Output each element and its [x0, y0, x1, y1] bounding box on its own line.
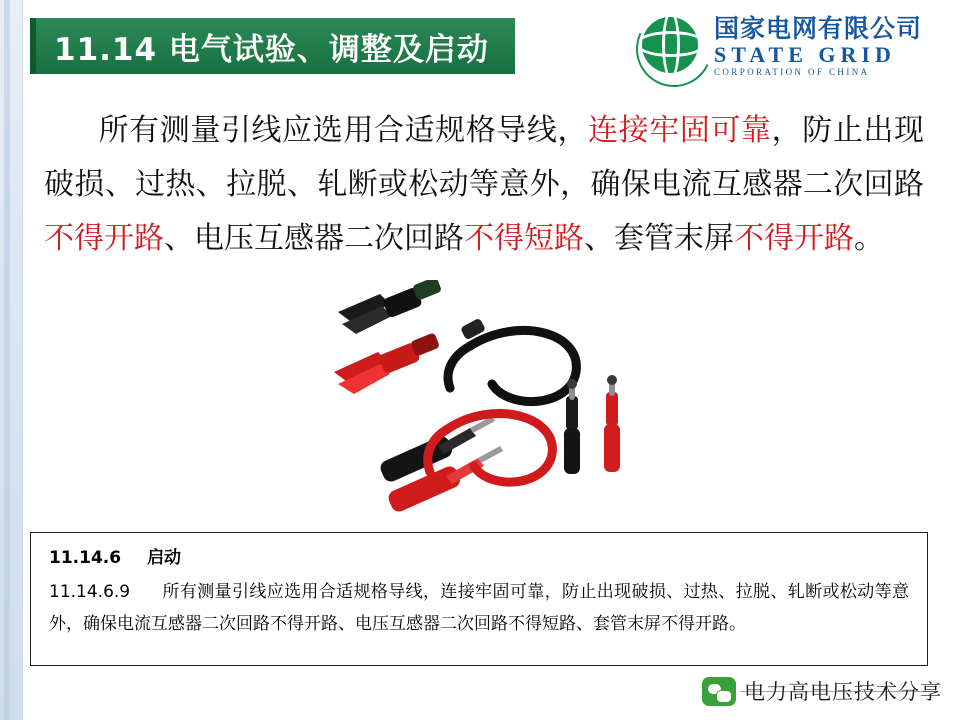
- logo-globe-shape: [642, 17, 698, 73]
- watermark-strike-line: [740, 691, 938, 692]
- clause-body-number: 11.14.6.9: [49, 582, 131, 602]
- logo-company-en-sub: CORPORATION OF CHINA: [714, 66, 870, 77]
- test-leads-photo: [320, 280, 650, 530]
- paragraph-seg-9: 。: [854, 221, 884, 256]
- logo-company-en: STATE GRID: [714, 41, 896, 67]
- watermark-text: 电力高电压技术分享: [744, 680, 942, 704]
- standard-clause-box: [30, 532, 928, 666]
- clause-heading: [49, 543, 909, 568]
- main-paragraph: [44, 104, 924, 266]
- left-decorative-bar: [0, 0, 23, 720]
- paragraph-seg-6-highlight: 不得短路: [464, 221, 584, 256]
- left-bar-stripe: [4, 0, 10, 720]
- state-grid-globe-icon: [636, 11, 708, 83]
- paragraph-seg-1: 所有测量引线应选用合适规格导线，: [98, 113, 589, 148]
- clause-heading-number: 11.14.6: [49, 548, 122, 568]
- page-title: 11.14 电气试验、调整及启动: [54, 31, 489, 68]
- paragraph-seg-5: 、电压互感器二次回路: [164, 221, 464, 256]
- logo-textblock: [714, 16, 922, 77]
- watermark: [702, 670, 942, 712]
- clause-body-text: 所有测量引线应选用合适规格导线，连接牢固可靠，防止出现破损、过热、拉脱、轧断或松动等意外，确保电流互感器二次回路不得开路、电压互感器二次回路不得短路、套管末屏不得开路。: [49, 582, 909, 634]
- clause-heading-text: 启动: [147, 548, 182, 568]
- state-grid-logo: [636, 10, 946, 84]
- wechat-icon: [702, 677, 736, 706]
- logo-company-cn: 国家电网有限公司: [714, 14, 923, 44]
- paragraph-seg-8-highlight: 不得开路: [734, 221, 854, 256]
- paragraph-seg-3: ，防止出现破损、过热、拉脱、轧断或松动等意外，确保电流互感器二次回路: [44, 113, 925, 202]
- paragraph-seg-2-highlight: 连接牢固可靠: [588, 113, 772, 148]
- slide-title-banner: [30, 18, 515, 74]
- clause-body: [49, 576, 909, 640]
- paragraph-seg-4-highlight: 不得开路: [44, 221, 164, 256]
- paragraph-seg-7: 、套管末屏: [584, 221, 734, 256]
